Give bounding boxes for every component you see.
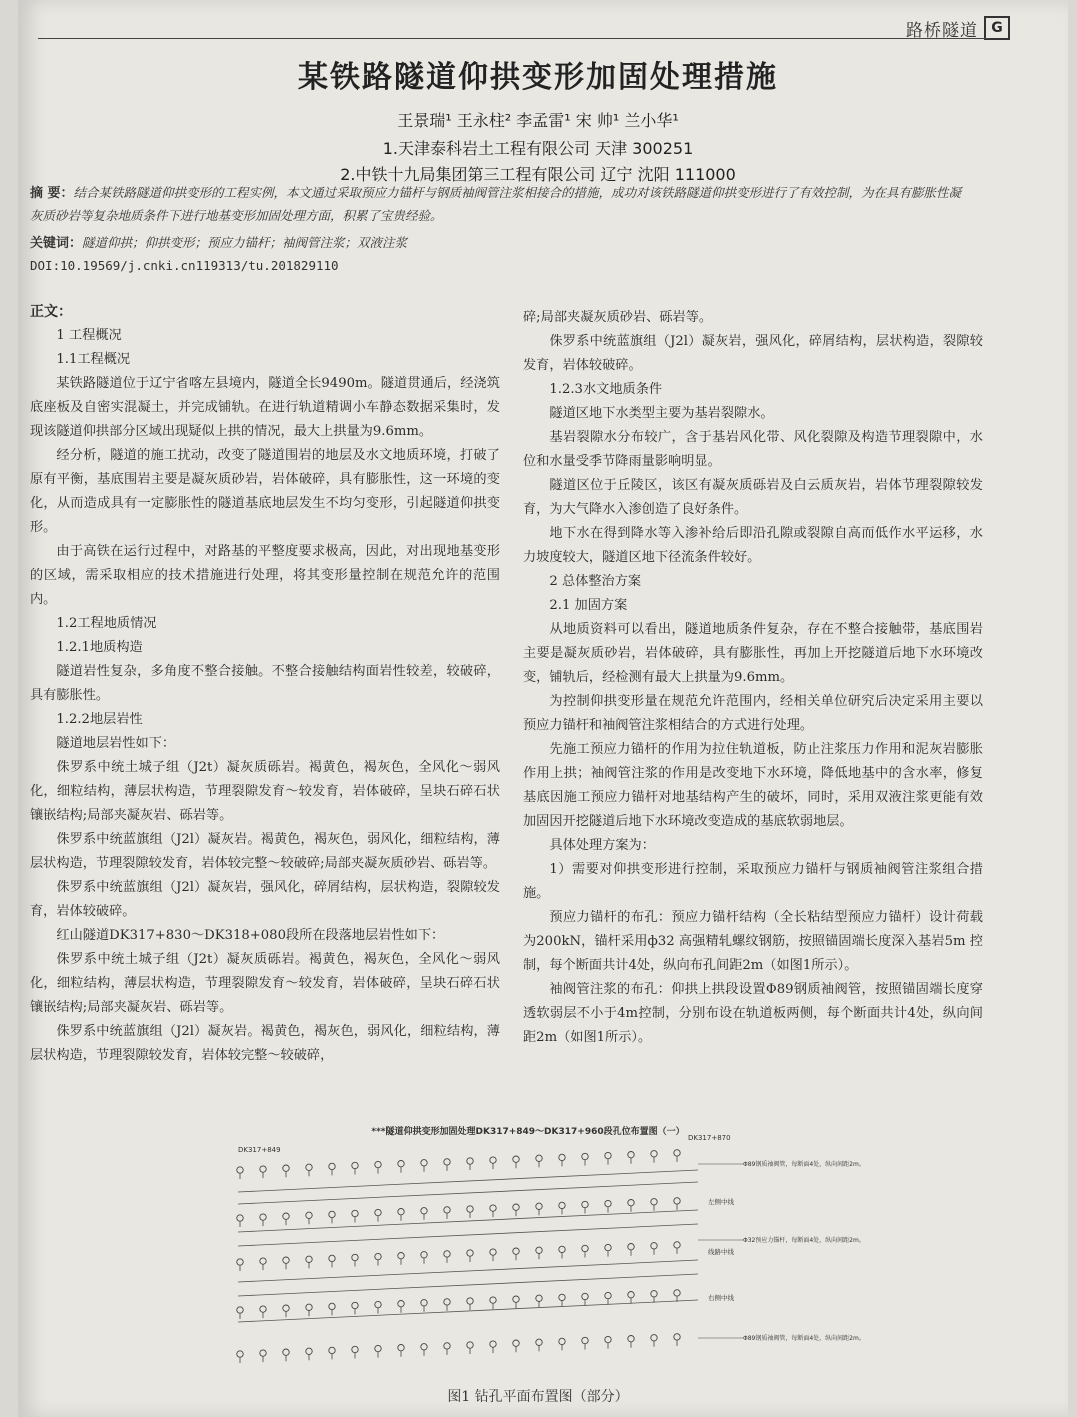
keywords-label: 关键词： — [30, 236, 83, 251]
body-paragraph: 预应力锚杆的布孔：预应力锚杆结构（全长粘结型预应力锚杆）设计荷载为200kN，锚杆采用ф32 高强精轧螺纹钢筋，按照锚固端长度深入基岩5m 控制，每个断面共计4处，纵向布孔间距2m（如图1所示）。 — [523, 910, 983, 973]
borehole-symbol — [375, 1345, 381, 1351]
track-line — [238, 1170, 698, 1192]
borehole-symbol — [490, 1249, 496, 1255]
borehole-symbol — [306, 1164, 312, 1170]
borehole-symbol — [421, 1252, 427, 1258]
borehole-symbol — [536, 1247, 542, 1253]
body-paragraph: 由于高铁在运行过程中，对路基的平整度要求极高，因此，对出现地基变形的区域，需采取相应的技术措施进行处理，将其变形量控制在规范允许的范围内。 — [30, 544, 500, 607]
borehole-symbol — [444, 1159, 450, 1165]
borehole-symbol — [398, 1345, 404, 1351]
borehole-symbol — [467, 1250, 473, 1256]
borehole-symbol — [674, 1150, 680, 1156]
borehole-symbol — [421, 1208, 427, 1214]
borehole-symbol — [352, 1162, 358, 1168]
doi: DOI:10.19569/j.cnki.cn119313/tu.201829110 — [30, 258, 339, 273]
borehole-symbol — [467, 1158, 473, 1164]
borehole-symbol — [444, 1207, 450, 1213]
body-paragraph: 为控制仰拱变形量在规范允许范围内，经相关单位研究后决定采用主要以预应力锚杆和袖阀管注浆相结合的方式进行处理。 — [523, 694, 983, 733]
borehole-symbol — [490, 1341, 496, 1347]
borehole-symbol — [237, 1215, 243, 1221]
section-heading: 2.1 加固方案 — [549, 598, 628, 613]
body-paragraph: 侏罗系中统蓝旗组（J2l）凝灰岩，强风化，碎屑结构，层状构造，裂隙较发育，岩体较破碎。 — [30, 880, 500, 919]
track-line — [238, 1224, 698, 1246]
authors: 王景瑞¹ 王永柱² 李孟雷¹ 宋 帅¹ 兰小华¹ — [397, 111, 679, 130]
borehole-symbol — [352, 1210, 358, 1216]
borehole-symbol — [513, 1248, 519, 1254]
borehole-symbol — [329, 1163, 335, 1169]
borehole-symbol — [398, 1301, 404, 1307]
borehole-symbol — [375, 1301, 381, 1307]
borehole-symbol — [513, 1340, 519, 1346]
figure-note-2: Φ32预应力锚杆，每断面4处，纵向间距2m。 — [743, 1237, 865, 1244]
borehole-symbol — [260, 1258, 266, 1264]
section-heading: 1.2.3水文地质条件 — [549, 382, 663, 397]
figure-lane-label-1: 左侧中线 — [708, 1198, 734, 1206]
borehole-symbol — [559, 1294, 565, 1300]
borehole-symbol — [605, 1292, 611, 1298]
affiliation-2: 2.中铁十九局集团第三工程有限公司 辽宁 沈阳 111000 — [340, 165, 736, 184]
borehole-symbol — [283, 1165, 289, 1171]
borehole-symbol — [421, 1344, 427, 1350]
borehole-symbol — [467, 1206, 473, 1212]
borehole-symbol — [651, 1199, 657, 1205]
borehole-symbol — [352, 1302, 358, 1308]
body-paragraph: 某铁路隧道位于辽宁省喀左县境内，隧道全长9490m。隧道贯通后，经浇筑底座板及自密实混凝土，并完成铺轨。在进行轨道精调小车静态数据采集时，发现该隧道仰拱部分区域出现疑似上拱的情况，最大上拱量为9.6mm。 — [30, 376, 500, 439]
figure-lane-label-3: 右侧中线 — [708, 1294, 734, 1302]
body-paragraph: 侏罗系中统土城子组（J2t）凝灰质砾岩。褐黄色，褐灰色，全风化～弱风化，细粒结构，薄层状构造，节理裂隙发育～较发育，岩体破碎，呈块石碎石状镶嵌结构;局部夹凝灰岩、砾岩等。 — [30, 952, 500, 1015]
borehole-symbol — [237, 1167, 243, 1173]
borehole-symbol — [628, 1200, 634, 1206]
body-paragraph: 地下水在得到降水等入渗补给后即沿孔隙或裂隙自高而低作水平运移，水力坡度较大，隧道区地下径流条件较好。 — [523, 526, 983, 565]
section-heading: 具体处理方案为： — [549, 838, 655, 853]
borehole-symbol — [628, 1152, 634, 1158]
borehole-symbol — [398, 1161, 404, 1167]
borehole-symbol — [306, 1256, 312, 1262]
figure-caption: 图1 钻孔平面布置图（部分） — [447, 1389, 629, 1405]
body-paragraph: 碎;局部夹凝灰质砂岩、砾岩等。 — [523, 310, 713, 325]
section-heading: 2 总体整治方案 — [549, 574, 642, 589]
borehole-symbol — [582, 1245, 588, 1251]
borehole-symbol — [444, 1251, 450, 1257]
keywords-text: 隧道仰拱；仰拱变形；预应力锚杆；袖阀管注浆；双液注浆 — [82, 235, 408, 250]
body-paragraph: 侏罗系中统蓝旗组（J2l）凝灰岩。褐黄色，褐灰色，弱风化，细粒结构，薄层状构造，节理裂隙较发育，岩体较完整～较破碎， — [30, 1024, 500, 1063]
drilling-layout-figure — [198, 1122, 865, 1380]
borehole-symbol — [651, 1151, 657, 1157]
borehole-symbol — [375, 1209, 381, 1215]
keywords — [30, 232, 407, 251]
borehole-symbol — [283, 1349, 289, 1355]
borehole-symbol — [582, 1337, 588, 1343]
borehole-symbol — [651, 1291, 657, 1297]
body-paragraph: 隧道区位于丘陵区，该区有凝灰质砾岩及白云质灰岩，岩体节理裂隙较发育，为大气降水入渗创造了良好条件。 — [523, 478, 983, 517]
borehole-symbol — [651, 1243, 657, 1249]
borehole-symbol — [467, 1342, 473, 1348]
borehole-symbol — [306, 1304, 312, 1310]
body-column-right — [523, 306, 983, 1050]
borehole-symbol — [329, 1303, 335, 1309]
borehole-symbol — [651, 1335, 657, 1341]
borehole-symbol — [237, 1351, 243, 1357]
borehole-symbol — [628, 1292, 634, 1298]
paper-title: 某铁路隧道仰拱变形加固处理措施 — [298, 60, 778, 95]
borehole-symbol — [260, 1214, 266, 1220]
abstract — [30, 182, 970, 227]
section-heading: 隧道地层岩性如下： — [56, 736, 176, 751]
borehole-symbol — [513, 1204, 519, 1210]
borehole-symbol — [237, 1307, 243, 1313]
borehole-symbol — [605, 1152, 611, 1158]
borehole-symbol — [536, 1203, 542, 1209]
journal-section-tag: 路桥隧道 — [906, 21, 978, 41]
figure-note-3: Φ89钢质袖阀管，每断面4处，纵向间距2m。 — [743, 1335, 865, 1342]
section-heading: 1.2工程地质情况 — [56, 616, 157, 631]
borehole-symbol — [559, 1246, 565, 1252]
borehole-symbol — [490, 1157, 496, 1163]
borehole-symbol — [283, 1257, 289, 1263]
body-paragraph: 侏罗系中统土城子组（J2t）凝灰质砾岩。褐黄色，褐灰色，全风化～弱风化，细粒结构，薄层状构造，节理裂隙发育～较发育，岩体破碎，呈块石碎石状镶嵌结构;局部夹凝灰岩、砾岩等。 — [30, 760, 500, 823]
body-paragraph: 红山隧道DK317+830～DK318+080段所在段落地层岩性如下： — [56, 928, 445, 943]
borehole-symbol — [283, 1213, 289, 1219]
borehole-symbol — [536, 1155, 542, 1161]
borehole-symbol — [444, 1299, 450, 1305]
section-heading: 1.2.1地质构造 — [56, 640, 143, 655]
borehole-symbol — [352, 1346, 358, 1352]
section-heading: 1.1工程概况 — [56, 352, 131, 367]
borehole-symbol — [513, 1156, 519, 1162]
borehole-symbol — [306, 1212, 312, 1218]
borehole-symbol — [329, 1255, 335, 1261]
borehole-symbol — [605, 1336, 611, 1342]
borehole-symbol — [582, 1293, 588, 1299]
borehole-symbol — [260, 1166, 266, 1172]
figure-left-mark: DK317+849 — [238, 1146, 281, 1154]
borehole-symbol — [559, 1338, 565, 1344]
header-rule — [38, 38, 990, 39]
body-paragraph: 1）需要对仰拱变形进行控制，采取预应力锚杆与钢质袖阀管注浆组合措施。 — [523, 862, 983, 901]
borehole-symbol — [559, 1202, 565, 1208]
borehole-symbol — [674, 1290, 680, 1296]
body-paragraph: 基岩裂隙水分布较广，含于基岩风化带、风化裂隙及构造节理裂隙中，水位和水量受季节降雨量影响明显。 — [523, 430, 983, 469]
borehole-symbol — [674, 1242, 680, 1248]
borehole-symbol — [536, 1295, 542, 1301]
borehole-symbol — [421, 1300, 427, 1306]
section-heading: 1 工程概况 — [56, 328, 122, 343]
borehole-symbol — [674, 1334, 680, 1340]
body-paragraph: 隧道岩性复杂，多角度不整合接触。不整合接触结构面岩性较差，较破碎，具有膨胀性。 — [30, 664, 500, 703]
affiliation-1: 1.天津泰科岩土工程有限公司 天津 300251 — [382, 139, 694, 158]
borehole-symbol — [582, 1201, 588, 1207]
borehole-symbol — [329, 1347, 335, 1353]
body-column-left — [30, 300, 500, 1068]
figure-lane-label-2: 线路中线 — [708, 1248, 734, 1256]
borehole-symbol — [260, 1306, 266, 1312]
borehole-symbol — [490, 1205, 496, 1211]
borehole-symbol — [536, 1339, 542, 1345]
borehole-symbol — [559, 1154, 565, 1160]
borehole-symbol — [260, 1350, 266, 1356]
borehole-symbol — [306, 1348, 312, 1354]
body-paragraph: 袖阀管注浆的布孔：仰拱上拱段设置Φ89钢质袖阀管，按照锚固端长度穿透软弱层不小于4m控制，分别布设在轨道板两侧，每个断面共计4处，纵向间距2m（如图1所示）。 — [523, 982, 983, 1045]
borehole-symbol — [444, 1343, 450, 1349]
body-paragraph: 侏罗系中统蓝旗组（J2l）凝灰岩，强风化，碎屑结构，层状构造，裂隙较发育，岩体较破碎。 — [523, 334, 983, 373]
figure-note-1: Φ89钢质袖阀管，每断面4处，纵向间距2m。 — [743, 1161, 865, 1168]
borehole-symbol — [398, 1209, 404, 1215]
borehole-symbol — [490, 1297, 496, 1303]
borehole-symbol — [283, 1305, 289, 1311]
paper-page — [18, 0, 1068, 1417]
borehole-symbol — [467, 1298, 473, 1304]
track-line — [238, 1260, 698, 1282]
borehole-symbol — [605, 1244, 611, 1250]
figure-title: ***隧道仰拱变形加固处理DK317+849～DK317+960段孔位布置图（一） — [371, 1127, 685, 1137]
borehole-symbol — [513, 1296, 519, 1302]
borehole-symbol — [421, 1160, 427, 1166]
borehole-symbol — [582, 1153, 588, 1159]
body-paragraph: 侏罗系中统蓝旗组（J2l）凝灰岩。褐黄色，褐灰色，弱风化，细粒结构，薄层状构造，节理裂隙较发育，岩体较完整～较破碎;局部夹凝灰质砂岩、砾岩等。 — [30, 832, 500, 871]
section-label-zhengwen: 正文： — [30, 304, 72, 320]
abstract-text: 结合某铁路隧道仰拱变形的工程实例，本文通过采取预应力锚杆与钢质袖阀管注浆相接合的措施，成功对该铁路隧道仰拱变形进行了有效控制，为在具有膨胀性凝灰质砂岩等复杂地质条件下进行地基变形加固处理方面，积累了宝贵经验。 — [30, 185, 962, 223]
figure-right-mark: DK317+870 — [688, 1134, 731, 1142]
body-paragraph: 经分析，隧道的施工扰动，改变了隧道围岩的地层及水文地质环境，打破了原有平衡，基底围岩主要是凝灰质砂岩，岩体破碎，具有膨胀性，这一环境的变化，从而造成具有一定膨胀性的隧道基底地层发生不均匀变形，引起隧道仰拱变形。 — [30, 448, 500, 535]
borehole-symbol — [375, 1161, 381, 1167]
borehole-symbol — [628, 1336, 634, 1342]
borehole-symbol — [398, 1253, 404, 1259]
borehole-symbol — [237, 1259, 243, 1265]
body-paragraph: 先施工预应力锚杆的作用为拉住轨道板，防止注浆压力作用和泥灰岩膨胀作用上拱；袖阀管注浆的作用是改变地下水环境，降低地基中的含水率，修复基底因施工预应力锚杆对地基结构产生的破坏，同时，采用双液注浆更能有效加固因开挖隧道后地下水环境改变造成的基底软弱地层。 — [523, 742, 983, 829]
journal-logo-icon: G — [984, 16, 1010, 40]
borehole-symbol — [628, 1244, 634, 1250]
borehole-symbol — [375, 1253, 381, 1259]
borehole-symbol — [605, 1200, 611, 1206]
abstract-label: 摘 要： — [30, 186, 74, 201]
borehole-symbol — [352, 1254, 358, 1260]
borehole-symbol — [674, 1198, 680, 1204]
section-heading: 1.2.2地层岩性 — [56, 712, 143, 727]
body-paragraph: 从地质资料可以看出，隧道地质条件复杂，存在不整合接触带，基底围岩主要是凝灰质砂岩，岩体破碎，具有膨胀性，再加上开挖隧道后地下水环境改变，铺轨后，经检测有最大上拱量为9.6mm。 — [523, 622, 983, 685]
body-paragraph: 隧道区地下水类型主要为基岩裂隙水。 — [549, 406, 774, 421]
borehole-symbol — [329, 1211, 335, 1217]
